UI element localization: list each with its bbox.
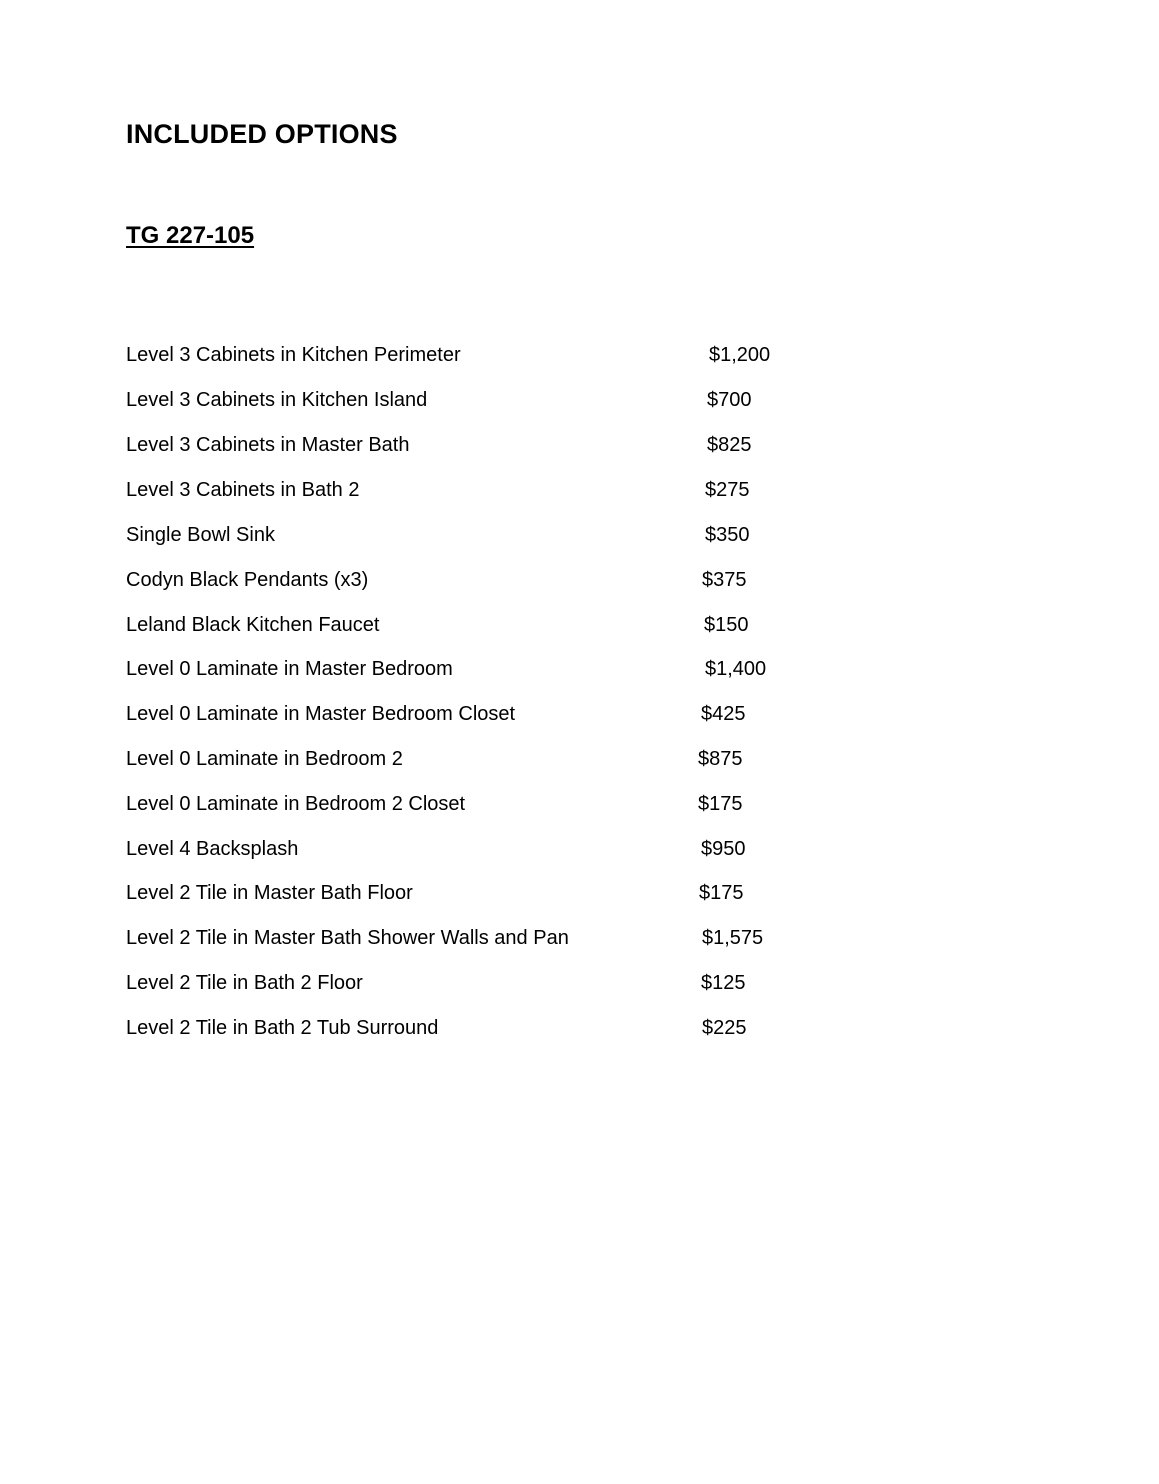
option-name: Level 0 Laminate in Bedroom 2	[126, 748, 403, 770]
option-name: Level 0 Laminate in Bedroom 2 Closet	[126, 793, 466, 815]
option-name: Level 2 Tile in Bath 2 Floor	[126, 972, 363, 994]
list-item	[0, 614, 1159, 644]
option-price: $225	[702, 1017, 747, 1039]
list-item	[0, 972, 1159, 1002]
option-name: Level 2 Tile in Master Bath Shower Walls and Pan	[126, 927, 569, 949]
option-price: $275	[705, 479, 750, 501]
list-item	[0, 882, 1159, 912]
option-name: Level 0 Laminate in Master Bedroom	[126, 658, 453, 680]
option-name: Level 2 Tile in Master Bath Floor	[126, 882, 413, 904]
option-price: $350	[705, 524, 750, 546]
option-price: $950	[701, 838, 746, 860]
option-price: $175	[699, 882, 744, 904]
page-title: INCLUDED OPTIONS	[126, 119, 398, 149]
list-item	[0, 569, 1159, 599]
list-item	[0, 434, 1159, 464]
list-item	[0, 479, 1159, 509]
page-subtitle: TG 227-105	[126, 222, 255, 249]
option-name: Level 3 Cabinets in Bath 2	[126, 479, 360, 501]
option-name: Level 3 Cabinets in Kitchen Perimeter	[126, 344, 461, 366]
option-price: $375	[702, 569, 747, 591]
option-name: Level 0 Laminate in Master Bedroom Closet	[126, 703, 516, 725]
option-name: Level 3 Cabinets in Master Bath	[126, 434, 410, 456]
option-price: $825	[707, 434, 752, 456]
option-name: Codyn Black Pendants (x3)	[126, 569, 369, 591]
option-name: Level 2 Tile in Bath 2 Tub Surround	[126, 1017, 439, 1039]
list-item	[0, 703, 1159, 733]
option-price: $1,575	[702, 927, 764, 949]
option-name: Level 3 Cabinets in Kitchen Island	[126, 389, 428, 411]
option-price: $1,200	[709, 344, 771, 366]
list-item	[0, 524, 1159, 554]
option-price: $700	[707, 389, 752, 411]
option-price: $175	[698, 793, 743, 815]
list-item	[0, 838, 1159, 868]
list-item	[0, 344, 1159, 374]
option-price: $875	[698, 748, 743, 770]
option-price: $125	[701, 972, 746, 994]
list-item	[0, 1017, 1159, 1047]
list-item	[0, 927, 1159, 957]
list-item	[0, 389, 1159, 419]
option-name: Leland Black Kitchen Faucet	[126, 614, 380, 636]
option-price: $425	[701, 703, 746, 725]
option-price: $1,400	[705, 658, 767, 680]
list-item	[0, 748, 1159, 778]
list-item	[0, 793, 1159, 823]
option-name: Level 4 Backsplash	[126, 838, 299, 860]
list-item	[0, 658, 1159, 688]
option-name: Single Bowl Sink	[126, 524, 275, 546]
option-price: $150	[704, 614, 749, 636]
